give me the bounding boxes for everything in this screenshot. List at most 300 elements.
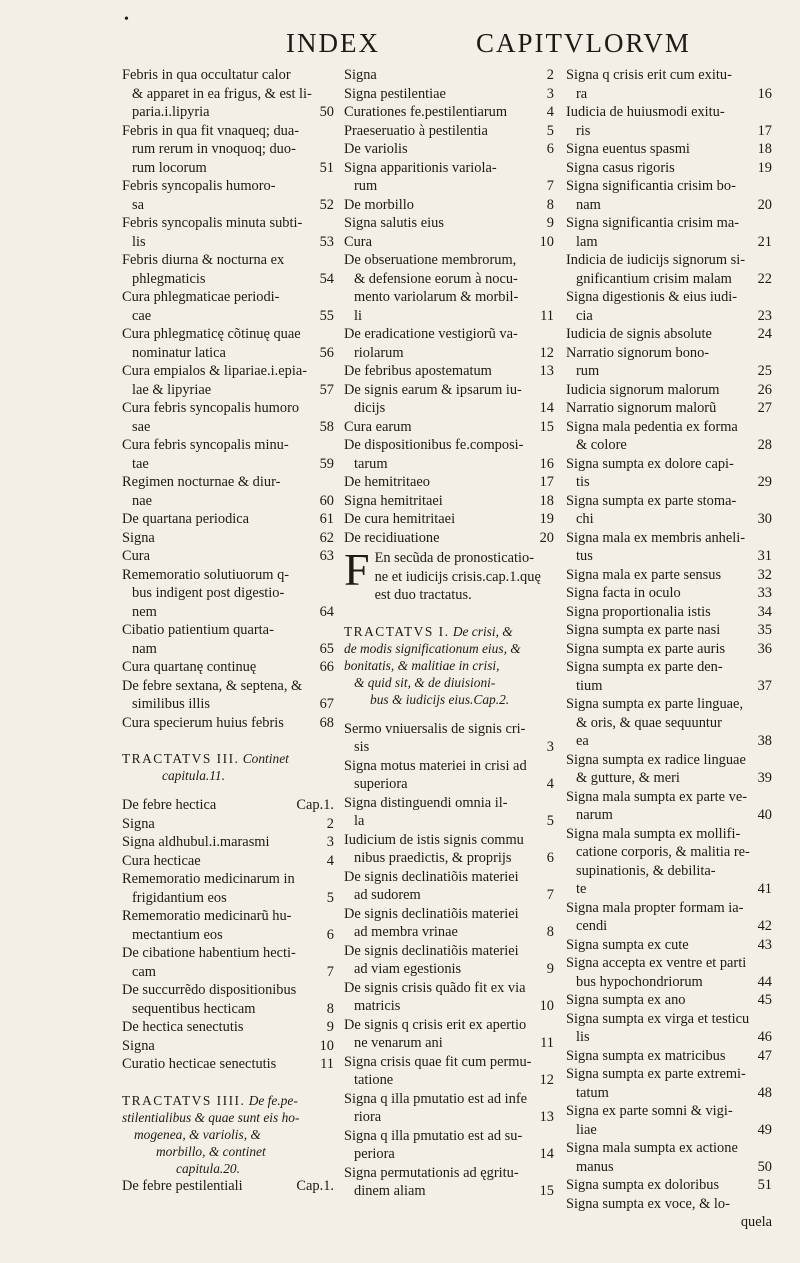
index-entry bbox=[344, 159, 554, 196]
entry-text: gnificantium crisim malam bbox=[576, 270, 732, 287]
index-entry bbox=[566, 418, 772, 455]
entry-text: cendi bbox=[576, 918, 608, 934]
chapter-number: 13 bbox=[539, 363, 554, 379]
tractatus-heading: TRACTATVS III. Continet capitula.11. bbox=[122, 751, 289, 783]
index-entry bbox=[344, 418, 554, 437]
chapter-number: 34 bbox=[757, 603, 772, 620]
chapter-number: 22 bbox=[757, 270, 772, 287]
entry-text: riora bbox=[354, 1109, 382, 1125]
entry-text: rum locorum bbox=[132, 159, 207, 176]
entry-text: Signa motus materiei in crisi ad bbox=[344, 757, 527, 774]
chapter-number: 37 bbox=[757, 677, 772, 694]
entry-text: mectantium eos bbox=[132, 926, 223, 943]
index-entry bbox=[566, 214, 772, 251]
index-entry bbox=[344, 510, 554, 529]
index-entry bbox=[566, 288, 772, 325]
chapter-number: Cap.1. bbox=[296, 797, 334, 813]
index-entry bbox=[344, 492, 554, 511]
chapter-number: 66 bbox=[319, 659, 334, 675]
index-entry bbox=[566, 640, 772, 659]
index-entry bbox=[122, 473, 334, 510]
chapter-number: 21 bbox=[757, 233, 772, 250]
entry-text: liae bbox=[576, 1121, 597, 1138]
index-entry bbox=[344, 251, 554, 325]
entry-text: & defensione eorum à nocu- bbox=[354, 270, 518, 287]
entry-text: tarum bbox=[354, 455, 388, 472]
entry-text: Rememoratio solutiuorum q- bbox=[122, 566, 290, 583]
entry-text: Signa sumpta ex voce, & lo- bbox=[566, 1195, 730, 1212]
entry-text: lis bbox=[132, 233, 146, 250]
chapter-number: 6 bbox=[546, 850, 554, 866]
entry-text: Signa significantia crisim ma- bbox=[566, 215, 740, 231]
entry-text: ad sudorem bbox=[354, 887, 421, 903]
index-entry bbox=[566, 695, 772, 751]
index-entry bbox=[122, 1177, 334, 1196]
entry-text: Signa salutis eius bbox=[344, 215, 444, 231]
entry-list bbox=[122, 1177, 334, 1196]
chapter-number: 20 bbox=[757, 196, 772, 213]
chapter-number: 7 bbox=[546, 178, 554, 194]
index-entry bbox=[344, 942, 554, 979]
index-entry bbox=[344, 436, 554, 473]
chapter-number: 30 bbox=[757, 511, 772, 527]
entry-text: Cura phlegmaticę cõtinuę quae bbox=[122, 326, 301, 342]
entry-text: De febre pestilentiali bbox=[122, 1177, 243, 1194]
index-entry bbox=[566, 455, 772, 492]
index-entry bbox=[566, 658, 772, 695]
index-entry bbox=[566, 751, 772, 788]
chapter-number: 19 bbox=[539, 511, 554, 527]
entry-text: & oris, & quae sequuntur bbox=[576, 714, 722, 731]
entry-text: Signa hemitritaei bbox=[344, 492, 443, 509]
entry-text: Cura bbox=[344, 233, 372, 250]
index-entry bbox=[344, 103, 554, 122]
entry-text: De obseruatione membrorum, bbox=[344, 252, 517, 268]
entry-text: matricis bbox=[354, 998, 401, 1014]
entry-text: De recidiuatione bbox=[344, 529, 440, 546]
index-entry bbox=[566, 251, 772, 288]
index-entry bbox=[344, 529, 554, 548]
index-entry bbox=[566, 788, 772, 825]
entry-text: Signa q illa pmutatio est ad infe bbox=[344, 1090, 528, 1107]
chapter-number: 33 bbox=[757, 585, 772, 601]
chapter-number: 48 bbox=[757, 1084, 772, 1101]
chapter-number: 41 bbox=[757, 881, 772, 897]
chapter-number: 44 bbox=[757, 973, 772, 990]
chapter-number: 19 bbox=[757, 159, 772, 176]
index-entry bbox=[122, 547, 334, 566]
index-entry bbox=[344, 196, 554, 215]
entry-text: Signa sumpta ex dolore capi- bbox=[566, 455, 734, 472]
chapter-number: 38 bbox=[757, 733, 772, 749]
entry-text: Narratio signorum bono- bbox=[566, 344, 710, 361]
entry-text: Signa sumpta ex parte auris bbox=[566, 640, 726, 657]
entry-text: nam bbox=[132, 640, 157, 657]
entry-text: nam bbox=[576, 196, 601, 213]
entry-text: Signa significantia crisim bo- bbox=[566, 178, 736, 194]
entry-text: nae bbox=[132, 492, 152, 509]
index-entry bbox=[122, 907, 334, 944]
entry-text: De cura hemitritaei bbox=[344, 511, 456, 527]
entry-text: tium bbox=[576, 677, 603, 694]
index-entry bbox=[566, 177, 772, 214]
chapter-number: 28 bbox=[757, 437, 772, 453]
index-entry bbox=[566, 1065, 772, 1102]
entry-text: Signa apparitionis variola- bbox=[344, 159, 497, 176]
chapter-number: 4 bbox=[546, 776, 554, 792]
chapter-number: 5 bbox=[546, 813, 554, 829]
entry-text: Signa sumpta ex doloribus bbox=[566, 1177, 720, 1193]
chapter-number: 2 bbox=[326, 815, 334, 832]
entry-text: De variolis bbox=[344, 141, 408, 157]
entry-text: riolarum bbox=[354, 344, 404, 361]
entry-text: Signa crisis quae fit cum permu- bbox=[344, 1053, 532, 1070]
entry-text: manus bbox=[576, 1158, 614, 1175]
entry-text: Signa sumpta ex parte den- bbox=[566, 659, 723, 675]
chapter-number: 26 bbox=[757, 381, 772, 398]
index-entry bbox=[122, 436, 334, 473]
entry-text: ea bbox=[576, 733, 589, 749]
chapter-number: 51 bbox=[757, 1177, 772, 1193]
index-entry bbox=[566, 140, 772, 159]
entry-text: cae bbox=[132, 307, 152, 324]
entry-text: De signis declinatiõis materiei bbox=[344, 868, 519, 885]
entry-text: Curatio hecticae senectutis bbox=[122, 1056, 277, 1072]
entry-text: cia bbox=[576, 307, 593, 324]
chapter-number: 54 bbox=[319, 270, 334, 287]
entry-text: bus hypochondriorum bbox=[576, 973, 703, 990]
chapter-number: 8 bbox=[546, 196, 554, 213]
entry-text: Signa q illa pmutatio est ad su- bbox=[344, 1127, 523, 1144]
index-entry bbox=[344, 1016, 554, 1053]
chapter-number: 50 bbox=[319, 104, 334, 120]
entry-text: chi bbox=[576, 511, 594, 527]
entry-text: Rememoratio medicinarum in bbox=[122, 871, 295, 887]
chapter-number: 3 bbox=[326, 834, 334, 850]
entry-text: tis bbox=[576, 474, 590, 490]
entry-text: Iudicia de signis absolute bbox=[566, 326, 712, 342]
entry-text: De febre hectica bbox=[122, 797, 217, 813]
chapter-number: 60 bbox=[319, 492, 334, 509]
entry-text: Signa sumpta ex matricibus bbox=[566, 1047, 726, 1064]
chapter-number: 14 bbox=[539, 1146, 554, 1162]
page-mark: • bbox=[124, 12, 129, 27]
chapter-number: 15 bbox=[539, 418, 554, 435]
column-left bbox=[122, 66, 334, 1195]
entry-text: De eradicatione vestigiorũ va- bbox=[344, 326, 518, 342]
entry-text: te bbox=[576, 881, 587, 897]
index-entry bbox=[122, 177, 334, 214]
chapter-number: 16 bbox=[757, 85, 772, 102]
chapter-number: 36 bbox=[757, 640, 772, 657]
chapter-number: 10 bbox=[539, 998, 554, 1014]
chapter-number: 59 bbox=[319, 455, 334, 472]
entry-text: De hectica senectutis bbox=[122, 1019, 244, 1035]
entry-text: Iudicia signorum malorum bbox=[566, 381, 720, 398]
index-entry bbox=[344, 233, 554, 252]
entry-text: tae bbox=[132, 455, 149, 472]
index-entry bbox=[122, 658, 334, 677]
chapter-number: 7 bbox=[546, 887, 554, 903]
entry-text: rum bbox=[576, 363, 600, 379]
entry-text: Signa mala ex parte sensus bbox=[566, 566, 722, 583]
index-entry bbox=[122, 66, 334, 122]
entry-text: Signa q crisis erit cum exitu- bbox=[566, 67, 732, 83]
index-entry bbox=[344, 66, 554, 85]
index-entry bbox=[122, 362, 334, 399]
entry-text: & gutture, & meri bbox=[576, 770, 680, 786]
index-entry bbox=[566, 603, 772, 622]
chapter-number: 46 bbox=[757, 1029, 772, 1045]
chapter-number: 39 bbox=[757, 770, 772, 786]
entry-text: Signa mala sumpta ex parte ve- bbox=[566, 788, 748, 805]
index-entry bbox=[566, 529, 772, 566]
chapter-number: 67 bbox=[319, 696, 334, 712]
entry-text: Signa mala sumpta ex actione bbox=[566, 1140, 738, 1156]
entry-text: De hemitritaeo bbox=[344, 474, 430, 490]
index-entry bbox=[122, 325, 334, 362]
chapter-number: 24 bbox=[757, 326, 772, 342]
entry-text: Cibatio patientium quarta- bbox=[122, 622, 274, 638]
entry-text: De signis crisis quãdo fit ex via bbox=[344, 979, 526, 996]
entry-text: Sermo vniuersalis de signis cri- bbox=[344, 720, 526, 737]
entry-text: cam bbox=[132, 963, 156, 980]
entry-text: ne venarum ani bbox=[354, 1035, 443, 1051]
index-entry bbox=[122, 621, 334, 658]
entry-text: Indicia de iudicijs signorum si- bbox=[566, 252, 746, 268]
catchword: quela bbox=[740, 1214, 772, 1230]
chapter-number: 20 bbox=[539, 529, 554, 546]
chapter-number: 10 bbox=[319, 1037, 334, 1054]
index-entry bbox=[344, 1053, 554, 1090]
entry-text: Praeseruatio à pestilentia bbox=[344, 122, 488, 139]
entry-text: Signa sumpta ex radice linguae bbox=[566, 751, 746, 768]
index-entry bbox=[122, 714, 334, 733]
entry-text: mento variolarum & morbil- bbox=[354, 289, 519, 305]
chapter-number: 63 bbox=[319, 548, 334, 564]
index-entry bbox=[566, 1139, 772, 1176]
chapter-number: 35 bbox=[757, 622, 772, 638]
entry-text: Signa accepta ex ventre et parti bbox=[566, 955, 747, 971]
entry-text: periora bbox=[354, 1146, 395, 1162]
index-entry bbox=[344, 720, 554, 757]
chapter-number: 2 bbox=[546, 67, 554, 83]
chapter-number: 57 bbox=[319, 381, 334, 398]
entry-text: Cura earum bbox=[344, 418, 412, 435]
entry-text: Cura quartanę continuę bbox=[122, 659, 257, 675]
chapter-number: 4 bbox=[326, 852, 334, 869]
chapter-number: 45 bbox=[757, 992, 772, 1008]
entry-text: Cura empialos & lipariae.i.epia- bbox=[122, 363, 308, 379]
entry-text: De febre sextana, & septena, & bbox=[122, 677, 303, 694]
index-entry bbox=[566, 1010, 772, 1047]
entry-text: & apparet in ea frigus, & est li- bbox=[132, 85, 312, 102]
chapter-number: 55 bbox=[319, 307, 334, 324]
chapter-number: 52 bbox=[319, 196, 334, 213]
entry-text: De signis declinatiõis materiei bbox=[344, 905, 519, 922]
entry-text: Febris in qua occultatur calor bbox=[122, 67, 291, 83]
entry-text: nibus praedictis, & proprijs bbox=[354, 850, 512, 866]
index-entry bbox=[566, 344, 772, 381]
index-entry bbox=[122, 981, 334, 1018]
index-entry bbox=[122, 1018, 334, 1037]
entry-text: nem bbox=[132, 603, 157, 620]
index-entry bbox=[122, 399, 334, 436]
running-header bbox=[0, 28, 800, 62]
chapter-number: 17 bbox=[539, 474, 554, 490]
index-entry bbox=[122, 815, 334, 834]
index-entry bbox=[122, 566, 334, 622]
section-note: F En secũda de pronosticatio- ne et iudicijs crisis.cap.1.quę est duo tractatus. bbox=[344, 544, 541, 603]
entry-text: tus bbox=[576, 548, 593, 564]
index-entry bbox=[122, 214, 334, 251]
chapter-number: 58 bbox=[319, 418, 334, 435]
entry-text: similibus illis bbox=[132, 696, 210, 712]
index-entry bbox=[122, 1055, 334, 1074]
chapter-number: 13 bbox=[539, 1109, 554, 1125]
entry-text: ad membra vrinae bbox=[354, 924, 458, 940]
index-entry bbox=[122, 529, 334, 548]
index-entry bbox=[122, 796, 334, 815]
entry-text: Signa proportionalia istis bbox=[566, 603, 711, 620]
chapter-number: 32 bbox=[757, 566, 772, 583]
entry-text: Febris in qua fit vnaqueq; dua- bbox=[122, 122, 300, 139]
chapter-number: 53 bbox=[319, 233, 334, 250]
entry-text: ris bbox=[576, 122, 591, 139]
entry-text: sae bbox=[132, 418, 151, 435]
entry-text: Signa bbox=[122, 529, 155, 546]
entry-text: li bbox=[354, 307, 362, 324]
chapter-number: 16 bbox=[539, 455, 554, 472]
chapter-number: 15 bbox=[539, 1183, 554, 1199]
entry-text: Signa aldhubul.i.marasmi bbox=[122, 834, 270, 850]
chapter-number: 49 bbox=[757, 1121, 772, 1138]
index-entry bbox=[566, 381, 772, 400]
chapter-number: 5 bbox=[546, 122, 554, 139]
entry-text: Signa permutationis ad ęgritu- bbox=[344, 1164, 519, 1181]
chapter-number: 9 bbox=[546, 961, 554, 977]
entry-text: dinem aliam bbox=[354, 1183, 426, 1199]
entry-text: & colore bbox=[576, 437, 627, 453]
index-entry bbox=[566, 991, 772, 1010]
chapter-number: 11 bbox=[540, 1035, 554, 1051]
entry-text: Signa sumpta ex virga et testicu bbox=[566, 1010, 750, 1027]
entry-text: De quartana periodica bbox=[122, 511, 250, 527]
index-entry bbox=[344, 794, 554, 831]
index-entry bbox=[122, 944, 334, 981]
index-entry bbox=[122, 677, 334, 714]
index-entry bbox=[344, 905, 554, 942]
chapter-number: 3 bbox=[546, 739, 554, 755]
index-entry bbox=[122, 870, 334, 907]
index-entry bbox=[344, 362, 554, 381]
entry-text: Iudicium de istis signis commu bbox=[344, 831, 524, 848]
chapter-number: 47 bbox=[757, 1047, 772, 1064]
chapter-number: 40 bbox=[757, 807, 772, 823]
index-entry bbox=[566, 159, 772, 178]
chapter-number: 62 bbox=[319, 529, 334, 546]
chapter-number: 12 bbox=[539, 1072, 554, 1088]
chapter-number: 43 bbox=[757, 936, 772, 953]
entry-text: dicijs bbox=[354, 400, 386, 416]
chapter-number: 61 bbox=[319, 511, 334, 527]
index-entry bbox=[344, 381, 554, 418]
header-capitulorum: CAPITVLORVM bbox=[476, 28, 691, 58]
chapter-number: 9 bbox=[546, 215, 554, 231]
index-entry bbox=[566, 399, 772, 418]
column-right bbox=[566, 66, 772, 1232]
entry-text: catione corporis, & malitia re- bbox=[576, 844, 750, 860]
entry-text: De signis earum & ipsarum iu- bbox=[344, 381, 522, 398]
entry-text: Iudicia de huiusmodi exitu- bbox=[566, 104, 725, 120]
entry-text: sequentibus hecticam bbox=[132, 1000, 256, 1017]
chapter-number: 14 bbox=[539, 400, 554, 416]
chapter-number: 25 bbox=[757, 363, 772, 379]
index-entry bbox=[344, 325, 554, 362]
index-entry bbox=[566, 566, 772, 585]
index-entry bbox=[344, 757, 554, 794]
index-entry bbox=[344, 868, 554, 905]
chapter-number: 6 bbox=[326, 926, 334, 943]
index-entry bbox=[122, 1037, 334, 1056]
entry-text: Cura febris syncopalis minu- bbox=[122, 437, 289, 453]
chapter-number: 6 bbox=[546, 141, 554, 157]
entry-text: Cura specierum huius febris bbox=[122, 714, 284, 731]
entry-text: rum bbox=[354, 178, 378, 194]
entry-text: sis bbox=[354, 739, 370, 755]
entry-text: Cura febris syncopalis humoro bbox=[122, 400, 300, 416]
entry-text: De febribus apostematum bbox=[344, 363, 492, 379]
entry-text: De signis q crisis erit ex apertio bbox=[344, 1016, 527, 1033]
entry-text: ra bbox=[576, 85, 588, 102]
entry-text: Cura bbox=[122, 548, 150, 564]
index-entry bbox=[122, 833, 334, 852]
entry-text: ad viam egestionis bbox=[354, 961, 462, 977]
entry-text: superiora bbox=[354, 776, 408, 792]
chapter-number: Cap.1. bbox=[296, 1177, 334, 1194]
entry-text: De cibatione habentium hecti- bbox=[122, 945, 296, 961]
chapter-number: 8 bbox=[326, 1000, 334, 1017]
chapter-number: 12 bbox=[539, 344, 554, 361]
index-entry bbox=[566, 825, 772, 899]
chapter-number: 5 bbox=[326, 889, 334, 906]
index-entry bbox=[344, 214, 554, 233]
entry-text: Cura phlegmaticae periodi- bbox=[122, 289, 280, 305]
entry-text: De dispositionibus fe.composi- bbox=[344, 437, 524, 453]
index-entry bbox=[344, 473, 554, 492]
entry-list bbox=[344, 720, 554, 1201]
index-entry bbox=[344, 1127, 554, 1164]
entry-text: Signa bbox=[344, 67, 377, 83]
column-middle bbox=[344, 66, 554, 1201]
chapter-number: 8 bbox=[546, 924, 554, 940]
chapter-number: 42 bbox=[757, 918, 772, 934]
chapter-number: 10 bbox=[539, 233, 554, 250]
index-entry bbox=[566, 899, 772, 936]
entry-text: sa bbox=[132, 196, 144, 213]
entry-list bbox=[566, 66, 772, 1213]
index-entry bbox=[566, 1176, 772, 1195]
chapter-number: 23 bbox=[757, 307, 772, 324]
chapter-number: 27 bbox=[757, 400, 772, 416]
index-entry bbox=[122, 251, 334, 288]
index-entry bbox=[122, 510, 334, 529]
index-entry bbox=[344, 122, 554, 141]
index-entry bbox=[122, 122, 334, 178]
chapter-number: 50 bbox=[757, 1158, 772, 1175]
index-entry bbox=[344, 140, 554, 159]
chapter-number: 4 bbox=[546, 104, 554, 120]
